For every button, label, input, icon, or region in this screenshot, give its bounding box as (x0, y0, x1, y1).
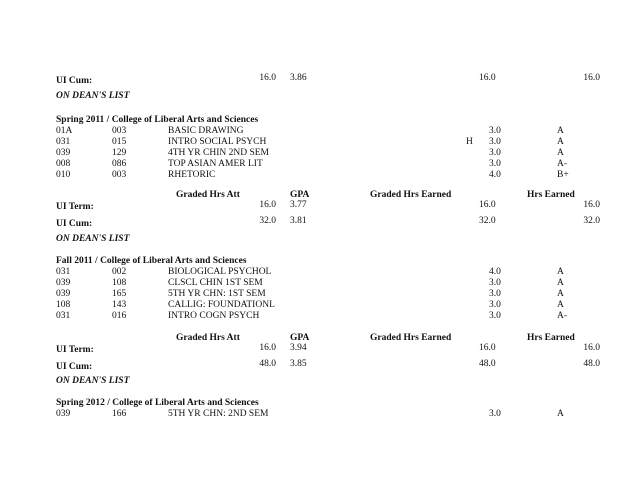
course-grade: A (557, 126, 564, 136)
course-grade: A (557, 137, 564, 147)
header-gpa: GPA (290, 190, 310, 200)
course-dept: 108 (56, 300, 71, 310)
course-title: CALLIG: FOUNDATIONL (168, 300, 275, 310)
course-number: 166 (112, 409, 127, 419)
term-hrs-earned-graded: 16.0 (479, 343, 496, 353)
course-dept: 01A (56, 126, 73, 136)
term-hrs-earned-graded: 16.0 (479, 200, 496, 210)
course-dept: 039 (56, 289, 71, 299)
header-graded-hrs-earned: Graded Hrs Earned (370, 190, 452, 200)
course-grade: A (557, 148, 564, 158)
course-title: BIOLOGICAL PSYCHOL (168, 267, 272, 277)
course-grade: A (557, 278, 564, 288)
term-heading: Spring 2011 / College of Liberal Arts and Sciences (56, 115, 259, 125)
course-hours: 4.0 (489, 267, 501, 277)
course-title: BASIC DRAWING (168, 126, 244, 136)
term-gpa: 3.77 (290, 200, 307, 210)
course-dept: 031 (56, 137, 71, 147)
cum-label: UI Cum: (56, 219, 93, 229)
course-number: 003 (112, 126, 127, 136)
course-hours: 3.0 (489, 126, 501, 136)
course-title: CLSCL CHIN 1ST SEM (168, 278, 263, 288)
course-dept: 039 (56, 409, 71, 419)
course-title: 5TH YR CHN: 2ND SEM (168, 409, 269, 419)
course-hours: 4.0 (489, 170, 501, 180)
course-hours: 3.0 (489, 409, 501, 419)
course-title: INTRO COGN PSYCH (168, 311, 260, 321)
cum-label: UI Cum: (56, 362, 93, 372)
term-graded-hrs: 16.0 (259, 200, 276, 210)
cum-gpa: 3.86 (290, 73, 307, 83)
cum-hrs-earned-graded: 48.0 (479, 359, 496, 369)
course-hours: 3.0 (489, 137, 501, 147)
course-grade: A (557, 267, 564, 277)
course-dept: 039 (56, 278, 71, 288)
course-dept: 008 (56, 159, 71, 169)
course-hours: 3.0 (489, 289, 501, 299)
course-number: 002 (112, 267, 127, 277)
course-dept: 039 (56, 148, 71, 158)
course-title: RHETORIC (168, 170, 216, 180)
course-number: 016 (112, 311, 127, 321)
deans-list: ON DEAN'S LIST (56, 376, 130, 386)
cum-hrs-earned-graded: 16.0 (479, 73, 496, 83)
cum-label: UI Cum: (56, 76, 93, 86)
course-dept: 031 (56, 311, 71, 321)
course-dept: 010 (56, 170, 71, 180)
cum-gpa: 3.85 (290, 359, 307, 369)
course-hours: 3.0 (489, 159, 501, 169)
header-graded-hrs-att: Graded Hrs Att (176, 333, 240, 343)
cum-graded-hrs: 16.0 (259, 73, 276, 83)
header-graded-hrs-att: Graded Hrs Att (176, 190, 240, 200)
course-dept: 031 (56, 267, 71, 277)
course-hours: 3.0 (489, 278, 501, 288)
header-graded-hrs-earned: Graded Hrs Earned (370, 333, 452, 343)
course-number: 003 (112, 170, 127, 180)
cum-graded-hrs: 48.0 (259, 359, 276, 369)
cum-graded-hrs: 32.0 (259, 216, 276, 226)
course-grade: A (557, 409, 564, 419)
course-flag: H (466, 137, 473, 147)
term-hrs-earned: 16.0 (583, 200, 600, 210)
cum-hrs-earned: 48.0 (583, 359, 600, 369)
course-hours: 3.0 (489, 300, 501, 310)
course-number: 165 (112, 289, 127, 299)
term-hrs-earned: 16.0 (583, 343, 600, 353)
term-heading: Fall 2011 / College of Liberal Arts and Sciences (56, 256, 247, 266)
term-graded-hrs: 16.0 (259, 343, 276, 353)
course-grade: A (557, 300, 564, 310)
course-number: 129 (112, 148, 127, 158)
course-grade: A (557, 289, 564, 299)
course-number: 143 (112, 300, 127, 310)
header-gpa: GPA (290, 333, 310, 343)
course-number: 108 (112, 278, 127, 288)
cum-gpa: 3.81 (290, 216, 307, 226)
term-gpa: 3.94 (290, 343, 307, 353)
cum-hrs-earned-graded: 32.0 (479, 216, 496, 226)
course-grade: B+ (557, 170, 569, 180)
cum-hrs-earned: 16.0 (583, 73, 600, 83)
course-grade: A- (557, 159, 568, 169)
cum-hrs-earned: 32.0 (583, 216, 600, 226)
course-title: INTRO SOCIAL PSYCH (168, 137, 267, 147)
course-title: TOP ASIAN AMER LIT (168, 159, 263, 169)
header-hrs-earned: Hrs Earned (527, 190, 575, 200)
course-number: 086 (112, 159, 127, 169)
term-label: UI Term: (56, 345, 94, 355)
deans-list: ON DEAN'S LIST (56, 234, 130, 244)
term-label: UI Term: (56, 202, 94, 212)
header-hrs-earned: Hrs Earned (527, 333, 575, 343)
deans-list: ON DEAN'S LIST (56, 91, 130, 101)
term-heading: Spring 2012 / College of Liberal Arts and Sciences (56, 398, 259, 408)
course-number: 015 (112, 137, 127, 147)
course-title: 5TH YR CHN: 1ST SEM (168, 289, 266, 299)
course-title: 4TH YR CHIN 2ND SEM (168, 148, 269, 158)
course-hours: 3.0 (489, 148, 501, 158)
course-grade: A- (557, 311, 568, 321)
course-hours: 3.0 (489, 311, 501, 321)
